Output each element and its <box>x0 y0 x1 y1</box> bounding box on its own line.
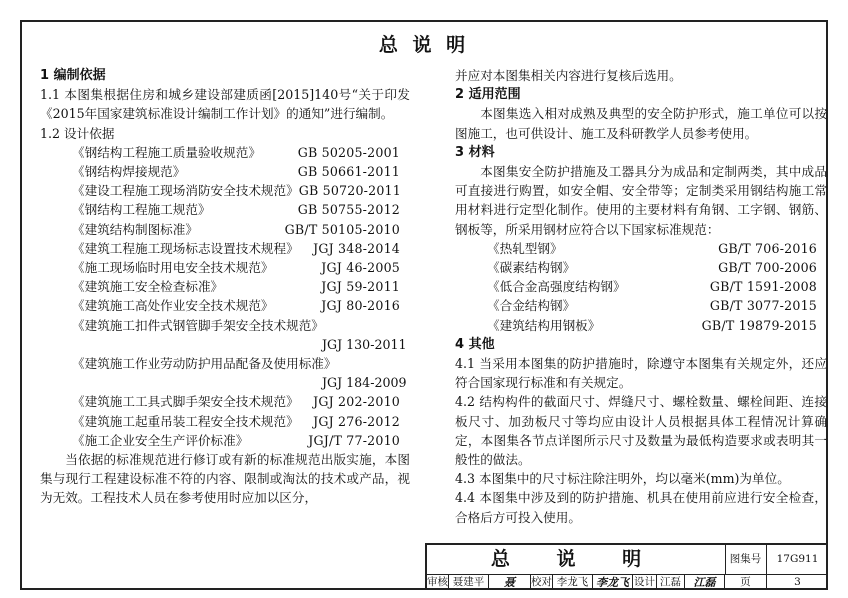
standard-code: JGJ 202-2010 <box>313 394 400 410</box>
standard-name: 《施工现场临时用电安全技术规范》 <box>72 260 274 276</box>
standard-row <box>40 258 410 277</box>
right-column <box>455 66 827 527</box>
section-1-note-part1: 当依据的标准规范进行修订或有新的标准规范出版实施，本图集与现行工程建设标准不符的内容、限制或淘汰的技术或产品，视为无效。工程技术人员在参考使用时应加以区分， <box>40 452 410 506</box>
standard-name: 《钢结构工程施工规范》 <box>72 202 211 218</box>
design-name: 江磊 <box>657 575 685 590</box>
section-1-note-part2: 并应对本图集相关内容进行复核后选用。 <box>455 68 682 83</box>
review-signature: 聂 <box>489 575 531 590</box>
check-label: 校对 <box>531 576 552 588</box>
standard-code: GB 50720-2011 <box>298 183 401 199</box>
page-title: 总 说 明 <box>378 34 470 56</box>
design-label: 设计 <box>634 576 655 588</box>
standard-row <box>455 316 827 335</box>
standard-code: GB/T 50105-2010 <box>284 221 400 237</box>
page-label: 页 <box>725 575 767 590</box>
standard-row <box>455 277 827 296</box>
section-3-heading: 3 材料 <box>455 144 495 160</box>
standard-name: 《热轧型钢》 <box>487 240 563 256</box>
standard-row <box>40 277 410 296</box>
section-1-2-heading: 1.2 设计依据 <box>40 125 115 141</box>
section-2-heading: 2 适用范围 <box>455 87 521 103</box>
title-block-row-bottom <box>427 575 828 590</box>
standard-code: GB/T 1591-2008 <box>709 279 817 295</box>
standards-list-left <box>40 143 410 316</box>
standard-row <box>40 296 410 315</box>
standards-list-right <box>455 239 827 335</box>
page-number: 3 <box>794 576 801 588</box>
standard-row <box>455 296 827 315</box>
standard-row <box>40 392 410 411</box>
standard-name: 《施工企业安全生产评价标准》 <box>72 432 249 448</box>
standard-row <box>40 239 410 258</box>
section-1-heading: 1 编制依据 <box>40 68 106 83</box>
standard-code: GB/T 19879-2015 <box>701 317 817 333</box>
standard-name: 《建筑施工起重吊装工程安全技术规范》 <box>72 413 299 429</box>
standard-name: 《建设工程施工现场消防安全技术规范》 <box>72 183 299 199</box>
check-signature: 李龙飞 <box>593 575 633 590</box>
standard-code: GB/T 700-2006 <box>718 260 817 276</box>
standard-name: 《建筑施工扣件式钢管脚手架安全技术规范》 <box>72 317 324 333</box>
atlas-number-label: 图集号 <box>725 545 767 574</box>
standard-name: 《建筑施工高处作业安全技术规范》 <box>72 298 274 314</box>
standard-code: GB 50755-2012 <box>297 202 400 218</box>
standard-code: JGJ 46-2005 <box>321 260 400 276</box>
standard-row <box>40 220 410 239</box>
section-4-heading: 4 其他 <box>455 336 495 352</box>
review-label: 审核 <box>427 576 448 588</box>
standard-row <box>455 239 827 258</box>
standard-code: GB 50205-2001 <box>297 144 400 160</box>
section-4-3-text: 4.3 本图集中的尺寸标注除注明外，均以毫米(mm)为单位。 <box>455 471 790 487</box>
title-block-title: 总 说 明 <box>427 545 726 574</box>
standard-name: 《建筑施工作业劳动防护用品配备及使用标准》 <box>72 356 337 372</box>
standard-name: 《钢结构工程施工质量验收规范》 <box>72 144 261 160</box>
section-3-text: 本图集安全防护措施及工器具分为成品和定制两类，其中成品可直接进行购置，如安全帽、安全带等；定制类采用钢结构施工常用材料进行定型化制作。使用的主要材料有角钢、工字钢、钢筋、钢板等，所采用钢材应符合以下国家标准规范： <box>455 164 827 237</box>
standard-code: JGJ 276-2012 <box>313 413 400 429</box>
standard-name: 《建筑施工工具式脚手架安全技术规范》 <box>72 394 299 410</box>
standard-code: JGJ 59-2011 <box>321 279 400 295</box>
standard-row <box>40 412 410 431</box>
standard-code: JGJ/T 77-2010 <box>308 432 400 448</box>
section-2-text: 本图集选入相对成熟及典型的安全防护形式，施工单位可以按图施工，也可供设计、施工及科研教学人员参考使用。 <box>455 106 827 141</box>
standard-code: JGJ 130-2011 <box>322 336 407 352</box>
standard-code: JGJ 184-2009 <box>322 375 407 391</box>
standard-row <box>40 431 410 450</box>
standard-row <box>40 181 410 200</box>
section-4-2-text: 4.2 结构构件的截面尺寸、焊缝尺寸、螺栓数量、螺栓间距、连接板尺寸、加劲板尺寸等均应由设计人员根据具体工程情况计算确定，本图集各节点详图所示尺寸及数量为最低构造要求或表明其一般性的做法。 <box>455 394 827 468</box>
left-column <box>40 66 410 508</box>
check-name: 李龙飞 <box>553 575 593 590</box>
standard-name: 《低合金高强度结构钢》 <box>487 279 626 295</box>
standard-code: JGJ 348-2014 <box>313 240 400 256</box>
standard-code: JGJ 80-2016 <box>321 298 400 314</box>
standard-name: 《合金结构钢》 <box>487 298 576 314</box>
standard-name: 《建筑工程施工现场标志设置技术规程》 <box>72 240 299 256</box>
atlas-number: 17G911 <box>776 553 819 565</box>
standard-name: 《碳素结构钢》 <box>487 260 576 276</box>
standard-name: 《钢结构焊接规范》 <box>72 164 186 180</box>
section-4-4-text: 4.4 本图集中涉及到的防护措施、机具在使用前应进行安全检查，合格后方可投入使用。 <box>455 490 827 525</box>
section-1-1-text: 1.1 本图集根据住房和城乡建设部建质函[2015]140号“关于印发《2015年国家建筑标准设计编制工作计划》的通知”进行编制。 <box>40 87 410 122</box>
title-block-row-top <box>427 545 828 575</box>
standard-row <box>40 200 410 219</box>
review-name: 聂建平 <box>449 575 489 590</box>
standard-name: 《建筑结构制图标准》 <box>72 221 198 237</box>
title-block <box>425 543 828 590</box>
section-4-1-text: 4.1 当采用本图集的防护措施时，除遵守本图集有关规定外，还应符合国家现行标准和有关规定。 <box>455 356 827 391</box>
standard-code: GB 50661-2011 <box>297 164 400 180</box>
design-signature: 江磊 <box>685 575 725 590</box>
standard-row <box>40 162 410 181</box>
standard-code: GB/T 3077-2015 <box>709 298 817 314</box>
standard-row <box>40 143 410 162</box>
standard-name: 《建筑结构用钢板》 <box>487 317 601 333</box>
standards-list-left-2 <box>40 392 410 450</box>
standard-name: 《建筑施工安全检查标准》 <box>72 279 224 295</box>
standard-code: GB/T 706-2016 <box>718 240 817 256</box>
standard-row <box>455 258 827 277</box>
